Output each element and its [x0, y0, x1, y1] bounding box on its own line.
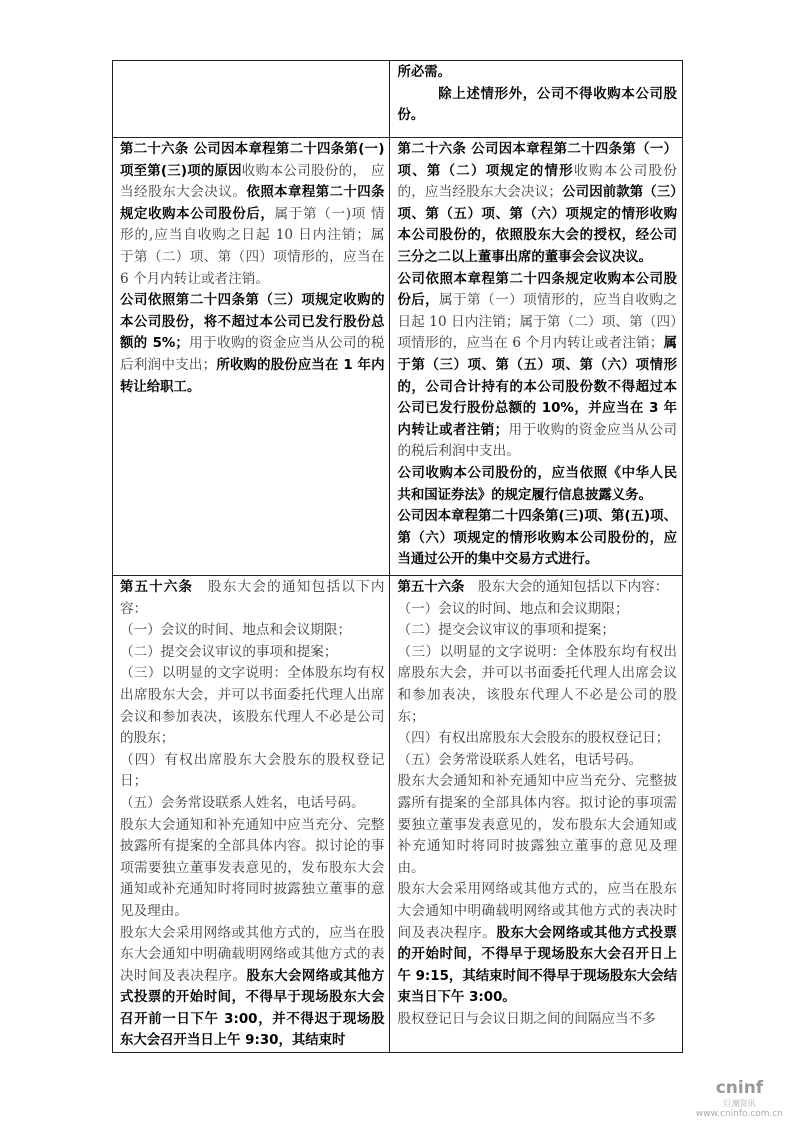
paragraph [397, 62, 677, 84]
comparison-table [112, 60, 683, 1053]
bold-text: 除上述情形外，公司不得收购本公司股份。 [397, 86, 677, 124]
text: （三）以明显的文字说明：全体股东均有权出席股东大会，并可以书面委托代理人出席会议和参加表决，该股东代理人不必是公司的股东； [397, 643, 677, 725]
bold-text: 公司依照第二十四条第（三）项规定收购的本公司股份，将不超过本公司已发行股份总额的 5%； [120, 293, 385, 352]
text: 股权登记日与会议日期之间的间隔应当不多 [397, 1010, 656, 1027]
bold-text: 依照本章程第二十四条规定收购本公司股份后， [120, 185, 385, 222]
watermark-url: www.cninfo.com.cn [695, 1109, 783, 1119]
revised-cell [390, 576, 683, 1053]
original-cell [113, 61, 390, 138]
revised-cell [390, 61, 683, 138]
original-cell [113, 138, 390, 576]
paragraph [397, 642, 677, 728]
bold-text: 第五十六条 [120, 580, 194, 595]
revised-cell [390, 138, 683, 576]
paragraph [120, 750, 384, 793]
text: 收购本公司股份的， 应当经股东大会决议。 [120, 162, 385, 201]
bold-text: 公司依照本章程第二十四条规定收购本公司股份后， [397, 271, 677, 309]
text: （二）提交会议审议的事项和提案； [120, 643, 338, 660]
text: 股东大会通知和补充通知中应当充分、完整披露所有提案的全部具体内容。拟讨论的事项需要独立董事发表意见的，发布股东大会通知或补充通知时将同时披露独立董事的意见及理由。 [120, 816, 385, 919]
text: 股东大会采用网络或其他方式的，应当在股东大会通知中明确载明网络或其他方式的表决时间及表决程序。 [120, 924, 385, 984]
paragraph [397, 620, 677, 642]
paragraph [397, 84, 677, 127]
paragraph [397, 599, 677, 621]
paragraph [397, 577, 677, 599]
table-row [113, 61, 683, 138]
paragraph [120, 290, 384, 398]
bold-text: 第五十六条 [397, 580, 465, 595]
paragraph [120, 663, 384, 749]
paragraph [120, 923, 384, 1053]
bold-text: 所必需。 [397, 65, 452, 80]
paragraph [397, 879, 677, 1009]
text: 股东大会的通知包括以下内容： [464, 579, 669, 595]
paragraph [120, 577, 384, 620]
bold-text: 属于第（三）项、第（五）项、第（六）项情形的，公司合计持有的本公司股份数不得超过本公司已发行股份总额的 10%，并应当在 3 年内转让或者注销； [397, 336, 678, 438]
paragraph [120, 620, 384, 642]
text: （五）会务常设联系人姓名，电话号码。 [397, 751, 643, 768]
text: （一）会议的时间、地点和会议期限； [120, 622, 352, 639]
bold-text: 第二十六条 公司因本章程第二十四条第（一）项、第（二）项规定的情形 [397, 142, 677, 179]
bold-text: 公司因前款第（三）项、第（五）项、第（六）项规定的情形收购本公司股份的，依照股东大会的授权，经公司三分之二以上董事出席的董事会会议决议。 [397, 185, 677, 265]
cninfo-watermark [696, 1078, 783, 1119]
text: （四）有权出席股东大会股东的股权登记日； [397, 730, 670, 747]
bold-text: 股东大会网络或其他方式投票的开始时间，不得早于现场股东大会召开日上午 9:15，其结束时间不得早于现场股东大会结束当日下午 3:00。 [397, 925, 678, 1006]
text: 用于收购的资金应当从公司的税后利润中支出。 [397, 421, 678, 460]
text: 股东大会采用网络或其他方式的，应当在股东大会通知中明确载明网络或其他方式的表决时间及表决程序。 [397, 881, 677, 941]
text: 股东大会通知和补充通知中应当充分、完整披露所有提案的全部具体内容。拟讨论的事项需要独立董事发表意见的，发布股东大会通知或补充通知时将同时披露独立董事的意见及理由。 [397, 773, 677, 876]
text: 属于第（一)项 情形的,应当自收购之日起 10 日内注销；属 于第（二）项、第（四）项情形的，应当在 6 个月内转让或者注销。 [120, 205, 385, 287]
paragraph [397, 139, 677, 269]
text: （四）有权出席股东大会股东的股权登记日； [120, 751, 385, 790]
paragraph [120, 139, 384, 290]
paragraph [120, 793, 384, 815]
paragraph [397, 728, 677, 750]
paragraph [120, 642, 384, 664]
bold-text: 第二十六条 公司因本章程第二十四条第(一)项至第(三)项的原因 [120, 142, 385, 179]
paragraph [397, 750, 677, 772]
watermark-name: 巨潮资讯 [723, 1099, 756, 1108]
table-row [113, 576, 683, 1053]
paragraph [397, 771, 677, 879]
text: （三）以明显的文字说明：全体股东均有权出席股东大会，并可以书面委托代理人出席会议和参加表决，该股东代理人不必是公司的股东； [120, 665, 385, 747]
bold-text: 股东大会网络或其他方式投票的开始时间，不得早于现场股东大会召开前一日下午 3:00，并不得迟于现场股东大会召开当日上午 9:30，其结束时 [120, 968, 385, 1049]
table-row [113, 138, 683, 576]
text: 收购本公司股份的，应当经股东大会决议； [397, 162, 677, 201]
paragraph [397, 506, 677, 571]
paragraph [120, 815, 384, 923]
text: （五）会务常设联系人姓名，电话号码。 [120, 794, 365, 811]
original-cell [113, 576, 390, 1053]
text: （一）会议的时间、地点和会议期限； [397, 600, 629, 617]
text: （二）提交会议审议的事项和提案； [397, 622, 615, 639]
watermark-logo: cninf [715, 1078, 764, 1098]
paragraph [397, 269, 677, 463]
bold-text: 所收购的股份应当在 1 年内转让给职工。 [120, 357, 385, 395]
bold-text: 公司因本章程第二十四条第(三)项、第(五)项、第（六）项规定的情形收购本公司股份的，应当通过公开的集中交易方式进行。 [397, 509, 677, 568]
text: 属于第（一）项情形的，应当自收购之日起 10 日内注销；属于第（二）项、第（四）项情形的，应当在 6 个月内转让或者注销； [397, 292, 678, 352]
paragraph [397, 1009, 677, 1031]
bold-text: 公司收购本公司股份的，应当依照《中华人民共和国证券法》的规定履行信息披露义务。 [397, 465, 677, 503]
text: 用于收购的资金应当从公司的税后利润中支出； [120, 335, 385, 373]
paragraph [397, 463, 677, 506]
text: 股东大会的通知包括以下内容： [120, 579, 385, 617]
